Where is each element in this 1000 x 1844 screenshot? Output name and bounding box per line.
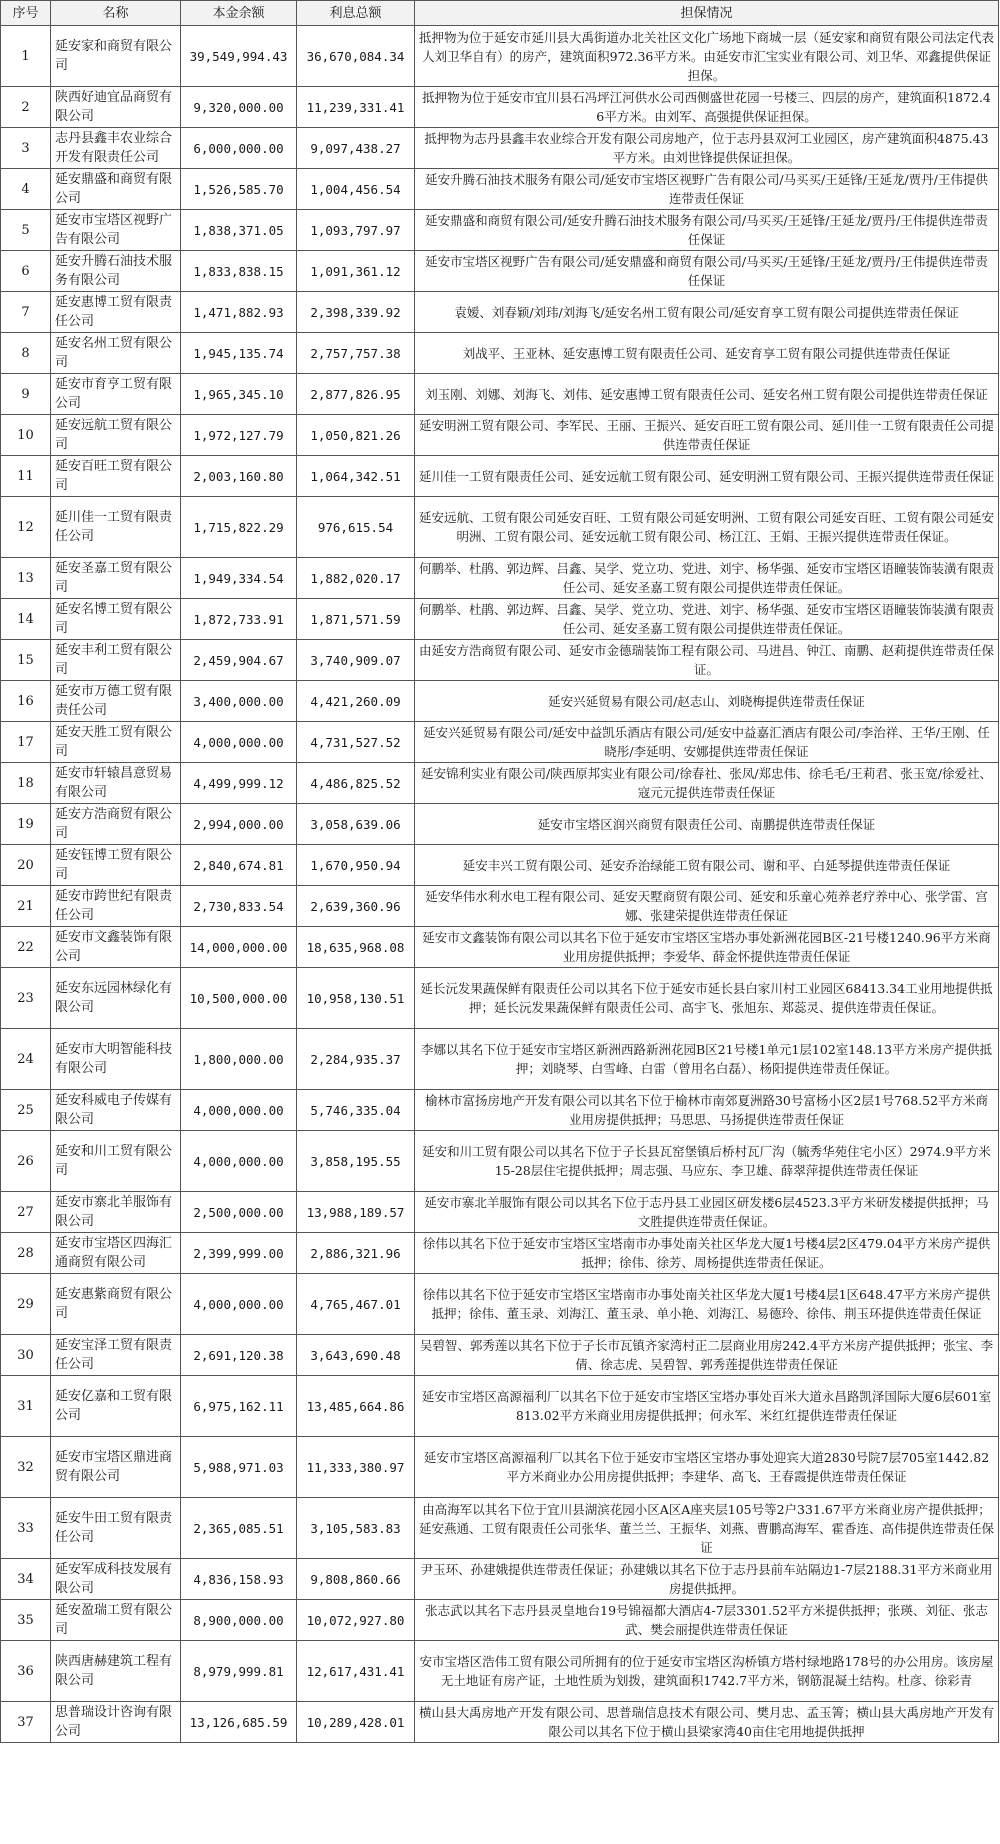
header-name: 名称 <box>51 1 181 26</box>
company-name: 延安市宝塔区四海汇通商贸有限公司 <box>51 1233 181 1274</box>
interest-total: 4,421,260.09 <box>297 681 415 722</box>
table-row <box>1 251 999 292</box>
row-number: 2 <box>1 87 51 128</box>
row-number: 25 <box>1 1090 51 1131</box>
guarantee-details: 延安市宝塔区高源福利厂以其名下位于延安市宝塔区宝塔办事处百米大道永昌路凯泽国际大厦6层601室813.02平方米商业用房提供抵押；何永军、米红红提供连带责任保证 <box>415 1376 999 1437</box>
principal-balance: 1,715,822.29 <box>181 497 297 558</box>
principal-balance: 2,003,160.80 <box>181 456 297 497</box>
company-name: 志丹县鑫丰农业综合开发有限责任公司 <box>51 128 181 169</box>
row-number: 21 <box>1 886 51 927</box>
table-row <box>1 722 999 763</box>
interest-total: 5,746,335.04 <box>297 1090 415 1131</box>
guarantee-details: 徐伟以其名下位于延安市宝塔区宝塔南市办事处南关社区华龙大厦1号楼4层1区648.47平方米房产提供抵押；徐伟、董玉录、刘海江、董玉录、单小艳、刘海江、易德玲、徐伟、荆玉环提供连带责任保证 <box>415 1274 999 1335</box>
table-row <box>1 415 999 456</box>
company-name: 延安市大明智能科技有限公司 <box>51 1029 181 1090</box>
guarantee-details: 延安兴延贸易有限公司/延安中益凯乐酒店有限公司/延安中益嘉汇酒店有限公司/李治祥、王华/王刚、任晓彤/李延明、安娜提供连带责任保证 <box>415 722 999 763</box>
interest-total: 4,486,825.52 <box>297 763 415 804</box>
guarantee-details: 张志武以其名下志丹县灵皇地台19号锦福都大酒店4-7层3301.52平方米提供抵押；张瑛、刘征、张志武、樊会丽提供连带责任保证 <box>415 1600 999 1641</box>
interest-total: 1,004,456.54 <box>297 169 415 210</box>
table-header <box>1 1 999 26</box>
table-row <box>1 210 999 251</box>
principal-balance: 6,975,162.11 <box>181 1376 297 1437</box>
table-row <box>1 1559 999 1600</box>
guarantee-details: 延安升腾石油技术服务有限公司/延安市宝塔区视野广告有限公司/马买买/王延锋/王延龙/贾丹/王伟提供连带责任保证 <box>415 169 999 210</box>
guarantee-details: 延川佳一工贸有限责任公司、延安远航工贸有限公司、延安明洲工贸有限公司、王振兴提供连带责任保证 <box>415 456 999 497</box>
company-name: 延安升腾石油技术服务有限公司 <box>51 251 181 292</box>
guarantee-details: 延安明洲工贸有限公司、李军民、王丽、王振兴、延安百旺工贸有限公司、延川佳一工贸有限责任公司提供连带责任保证 <box>415 415 999 456</box>
guarantee-details: 李娜以其名下位于延安市宝塔区新洲西路新洲花园B区21号楼1单元1层102室148.13平方米房产提供抵押；刘晓琴、白雪峰、白雷（曾用名白磊）、杨阳提供连带责任保证。 <box>415 1029 999 1090</box>
interest-total: 11,333,380.97 <box>297 1437 415 1498</box>
guarantee-details: 何鹏举、杜鹃、郭边辉、吕鑫、吴学、党立功、党进、刘宇、杨华强、延安市宝塔区语瞳装饰装潢有限责任公司、延安圣嘉工贸有限公司提供连带责任保证。 <box>415 558 999 599</box>
company-name: 延安市万德工贸有限责任公司 <box>51 681 181 722</box>
guarantee-details: 刘战平、王亚林、延安惠博工贸有限责任公司、延安育享工贸有限公司提供连带责任保证 <box>415 333 999 374</box>
guarantee-details: 刘玉刚、刘娜、刘海飞、刘伟、延安惠博工贸有限责任公司、延安名州工贸有限公司提供连带责任保证 <box>415 374 999 415</box>
row-number: 32 <box>1 1437 51 1498</box>
row-number: 34 <box>1 1559 51 1600</box>
table-row <box>1 128 999 169</box>
row-number: 19 <box>1 804 51 845</box>
interest-total: 4,731,527.52 <box>297 722 415 763</box>
interest-total: 13,988,189.57 <box>297 1192 415 1233</box>
company-name: 延安市宝塔区鼎进商贸有限公司 <box>51 1437 181 1498</box>
row-number: 30 <box>1 1335 51 1376</box>
principal-balance: 10,500,000.00 <box>181 968 297 1029</box>
interest-total: 1,064,342.51 <box>297 456 415 497</box>
row-number: 15 <box>1 640 51 681</box>
guarantee-details: 延安和川工贸有限公司以其名下位于子长县瓦窑堡镇后桥村瓦厂沟（毓秀华苑住宅小区）2974.9平方米15-28层住宅提供抵押；周志强、马应东、李卫雄、薛翠萍提供连带责任保证 <box>415 1131 999 1192</box>
principal-balance: 4,836,158.93 <box>181 1559 297 1600</box>
principal-balance: 4,000,000.00 <box>181 722 297 763</box>
table-row <box>1 845 999 886</box>
company-name: 延安鼎盛和商贸有限公司 <box>51 169 181 210</box>
company-name: 陕西唐赫建筑工程有限公司 <box>51 1641 181 1702</box>
company-name: 延安宝泽工贸有限责任公司 <box>51 1335 181 1376</box>
company-name: 延安市跨世纪有限责任公司 <box>51 886 181 927</box>
table-row <box>1 1131 999 1192</box>
row-number: 31 <box>1 1376 51 1437</box>
header-no: 序号 <box>1 1 51 26</box>
company-name: 延安名博工贸有限公司 <box>51 599 181 640</box>
company-name: 延安钰博工贸有限公司 <box>51 845 181 886</box>
principal-balance: 5,988,971.03 <box>181 1437 297 1498</box>
interest-total: 3,858,195.55 <box>297 1131 415 1192</box>
guarantee-details: 由延安方浩商贸有限公司、延安市金德瑞装饰工程有限公司、马进昌、钟江、南鹏、赵莉提供连带责任保证。 <box>415 640 999 681</box>
principal-balance: 2,840,674.81 <box>181 845 297 886</box>
table-row <box>1 333 999 374</box>
row-number: 37 <box>1 1702 51 1743</box>
principal-balance: 1,945,135.74 <box>181 333 297 374</box>
guarantee-details: 延安市文鑫装饰有限公司以其名下位于延安市宝塔区宝塔办事处新洲花园B区-21号楼1240.96平方米商业用房提供抵押；李爱华、薛金怀提供连带责任保证 <box>415 927 999 968</box>
company-name: 延安远航工贸有限公司 <box>51 415 181 456</box>
interest-total: 3,105,583.83 <box>297 1498 415 1559</box>
table-row <box>1 1233 999 1274</box>
table-row <box>1 26 999 87</box>
principal-balance: 1,833,838.15 <box>181 251 297 292</box>
table-row <box>1 558 999 599</box>
table-row <box>1 292 999 333</box>
principal-balance: 14,000,000.00 <box>181 927 297 968</box>
table-row <box>1 640 999 681</box>
interest-total: 11,239,331.41 <box>297 87 415 128</box>
interest-total: 12,617,431.41 <box>297 1641 415 1702</box>
interest-total: 9,097,438.27 <box>297 128 415 169</box>
principal-balance: 39,549,994.43 <box>181 26 297 87</box>
interest-total: 1,093,797.97 <box>297 210 415 251</box>
row-number: 12 <box>1 497 51 558</box>
row-number: 1 <box>1 26 51 87</box>
company-name: 延安市文鑫装饰有限公司 <box>51 927 181 968</box>
header-guarantee: 担保情况 <box>415 1 999 26</box>
company-name: 延安圣嘉工贸有限公司 <box>51 558 181 599</box>
table-row <box>1 804 999 845</box>
principal-balance: 1,965,345.10 <box>181 374 297 415</box>
guarantee-details: 尹玉环、孙建娥提供连带责任保证；孙建娥以其名下位于志丹县前车站隔边1-7层2188.31平方米商业用房提供抵押。 <box>415 1559 999 1600</box>
company-name: 延安天胜工贸有限公司 <box>51 722 181 763</box>
row-number: 6 <box>1 251 51 292</box>
interest-total: 3,740,909.07 <box>297 640 415 681</box>
row-number: 24 <box>1 1029 51 1090</box>
guarantee-details: 延安鼎盛和商贸有限公司/延安升腾石油技术服务有限公司/马买买/王延锋/王延龙/贾丹/王伟提供连带责任保证 <box>415 210 999 251</box>
table-row <box>1 763 999 804</box>
guarantee-details: 延安市宝塔区高源福利厂以其名下位于延安市宝塔区宝塔办事处迎宾大道2830号院7层705室1442.82平方米商业办公用房提供抵押；李建华、高飞、王春霞提供连带责任保证 <box>415 1437 999 1498</box>
table-row <box>1 1274 999 1335</box>
principal-balance: 8,979,999.81 <box>181 1641 297 1702</box>
table-row <box>1 497 999 558</box>
row-number: 36 <box>1 1641 51 1702</box>
interest-total: 10,289,428.01 <box>297 1702 415 1743</box>
interest-total: 1,050,821.26 <box>297 415 415 456</box>
table-row <box>1 599 999 640</box>
company-name: 延安东远园林绿化有限公司 <box>51 968 181 1029</box>
table-row <box>1 1641 999 1702</box>
interest-total: 13,485,664.86 <box>297 1376 415 1437</box>
principal-balance: 1,872,733.91 <box>181 599 297 640</box>
table-row <box>1 968 999 1029</box>
guarantee-details: 徐伟以其名下位于延安市宝塔区宝塔南市办事处南关社区华龙大厦1号楼4层2区479.04平方米房产提供抵押；徐伟、徐芳、周杨提供连带责任保证。 <box>415 1233 999 1274</box>
company-name: 陕西好迪宜品商贸有限公司 <box>51 87 181 128</box>
row-number: 3 <box>1 128 51 169</box>
guarantee-details: 何鹏举、杜鹃、郭边辉、吕鑫、吴学、党立功、党进、刘宇、杨华强、延安市宝塔区语瞳装饰装潢有限责任公司、延安圣嘉工贸有限公司提供连带责任保证。 <box>415 599 999 640</box>
principal-balance: 9,320,000.00 <box>181 87 297 128</box>
company-name: 延安市育亨工贸有限公司 <box>51 374 181 415</box>
row-number: 29 <box>1 1274 51 1335</box>
guarantee-details: 抵押物为位于延安市延川县大禹街道办北关社区文化广场地下商城一层（延安家和商贸有限公司法定代表人刘卫华自有）的房产，建筑面积972.36平方米。由延安市汇宝实业有限公司、刘卫华、邓鑫提供保证担保。 <box>415 26 999 87</box>
row-number: 27 <box>1 1192 51 1233</box>
table-row <box>1 87 999 128</box>
guarantee-details: 安市宝塔区浩伟工贸有限公司所拥有的位于延安市宝塔区沟桥镇方塔村绿地路178号的办公用房。该房屋无土地证有房产证，土地性质为划拨，建筑面积1742.7平方米，钢筋混凝土结构。杜彦、徐彩青 <box>415 1641 999 1702</box>
guarantee-details: 抵押物为志丹县鑫丰农业综合开发有限公司房地产，位于志丹县双河工业园区，房产建筑面积4875.43平方米。由刘世锋提供保证担保。 <box>415 128 999 169</box>
table-row <box>1 927 999 968</box>
interest-total: 1,670,950.94 <box>297 845 415 886</box>
principal-balance: 1,471,882.93 <box>181 292 297 333</box>
interest-total: 2,877,826.95 <box>297 374 415 415</box>
row-number: 20 <box>1 845 51 886</box>
row-number: 7 <box>1 292 51 333</box>
company-name: 延安市宝塔区视野广告有限公司 <box>51 210 181 251</box>
row-number: 23 <box>1 968 51 1029</box>
interest-total: 3,058,639.06 <box>297 804 415 845</box>
principal-balance: 1,838,371.05 <box>181 210 297 251</box>
company-name: 延安市寨北羊服饰有限公司 <box>51 1192 181 1233</box>
guarantee-details: 延安市宝塔区润兴商贸有限责任公司、南鹏提供连带责任保证 <box>415 804 999 845</box>
guarantee-details: 延安市宝塔区视野广告有限公司/延安鼎盛和商贸有限公司/马买买/王延锋/王延龙/贾丹/王伟提供连带责任保证 <box>415 251 999 292</box>
principal-balance: 2,994,000.00 <box>181 804 297 845</box>
guarantee-details: 抵押物为位于延安市宜川县石冯坪江河供水公司西侧盛世花园一号楼三、四层的房产，建筑面积1872.46平方米。由刘军、高强提供保证担保。 <box>415 87 999 128</box>
company-name: 延安牛田工贸有限责任公司 <box>51 1498 181 1559</box>
table-row <box>1 1090 999 1131</box>
company-name: 延安市轩辕昌意贸易有限公司 <box>51 763 181 804</box>
company-name: 延安家和商贸有限公司 <box>51 26 181 87</box>
table-row <box>1 1029 999 1090</box>
company-name: 延安和川工贸有限公司 <box>51 1131 181 1192</box>
principal-balance: 4,000,000.00 <box>181 1090 297 1131</box>
interest-total: 9,808,860.66 <box>297 1559 415 1600</box>
header-row <box>1 1 999 26</box>
principal-balance: 1,800,000.00 <box>181 1029 297 1090</box>
company-name: 延安亿嘉和工贸有限公司 <box>51 1376 181 1437</box>
company-name: 延安方浩商贸有限公司 <box>51 804 181 845</box>
interest-total: 1,091,361.12 <box>297 251 415 292</box>
table-row <box>1 1192 999 1233</box>
table-row <box>1 1702 999 1743</box>
table-row <box>1 681 999 722</box>
interest-total: 2,398,339.92 <box>297 292 415 333</box>
interest-total: 3,643,690.48 <box>297 1335 415 1376</box>
guarantee-details: 吴碧智、郭秀莲以其名下位于子长市瓦镇齐家湾村正二层商业用房242.4平方米房产提供抵押；张宝、李倩、徐志虎、吴碧智、郭秀莲提供连带责任保证 <box>415 1335 999 1376</box>
guarantee-details: 由高海军以其名下位于宜川县湖滨花园小区A区A座夹层105号等2户331.67平方米商业房产提供抵押；延安燕通、工贸有限责任公司张华、董兰兰、王振华、刘燕、曹鹏高海军、霍香连、高伟提供连带责任保证 <box>415 1498 999 1559</box>
row-number: 9 <box>1 374 51 415</box>
company-name: 延安名州工贸有限公司 <box>51 333 181 374</box>
interest-total: 976,615.54 <box>297 497 415 558</box>
interest-total: 2,757,757.38 <box>297 333 415 374</box>
principal-balance: 1,949,334.54 <box>181 558 297 599</box>
interest-total: 36,670,084.34 <box>297 26 415 87</box>
company-name: 延安盈瑞工贸有限公司 <box>51 1600 181 1641</box>
principal-balance: 3,400,000.00 <box>181 681 297 722</box>
company-name: 延安科威电子传媒有限公司 <box>51 1090 181 1131</box>
company-name: 延安百旺工贸有限公司 <box>51 456 181 497</box>
row-number: 28 <box>1 1233 51 1274</box>
row-number: 8 <box>1 333 51 374</box>
row-number: 35 <box>1 1600 51 1641</box>
company-name: 延安军成科技发展有限公司 <box>51 1559 181 1600</box>
row-number: 16 <box>1 681 51 722</box>
company-name: 延安惠博工贸有限责任公司 <box>51 292 181 333</box>
row-number: 22 <box>1 927 51 968</box>
guarantee-details: 延安市寨北羊服饰有限公司以其名下位于志丹县工业园区研发楼6层4523.3平方米研发楼提供抵押；马文胜提供连带责任保证。 <box>415 1192 999 1233</box>
row-number: 14 <box>1 599 51 640</box>
company-name: 延川佳一工贸有限责任公司 <box>51 497 181 558</box>
principal-balance: 2,500,000.00 <box>181 1192 297 1233</box>
row-number: 10 <box>1 415 51 456</box>
row-number: 13 <box>1 558 51 599</box>
principal-balance: 2,365,085.51 <box>181 1498 297 1559</box>
interest-total: 10,958,130.51 <box>297 968 415 1029</box>
interest-total: 4,765,467.01 <box>297 1274 415 1335</box>
table-row <box>1 886 999 927</box>
principal-balance: 4,499,999.12 <box>181 763 297 804</box>
principal-balance: 6,000,000.00 <box>181 128 297 169</box>
row-number: 33 <box>1 1498 51 1559</box>
row-number: 18 <box>1 763 51 804</box>
row-number: 5 <box>1 210 51 251</box>
table-row <box>1 1498 999 1559</box>
guarantee-details: 延安锦利实业有限公司/陕西原邦实业有限公司/徐春社、张凤/郑忠伟、徐毛毛/王莉君、张玉宽/徐爱社、寇元元提供连带责任保证 <box>415 763 999 804</box>
row-number: 26 <box>1 1131 51 1192</box>
table-row <box>1 1335 999 1376</box>
interest-total: 1,871,571.59 <box>297 599 415 640</box>
interest-total: 2,284,935.37 <box>297 1029 415 1090</box>
principal-balance: 8,900,000.00 <box>181 1600 297 1641</box>
row-number: 11 <box>1 456 51 497</box>
company-name: 延安惠紫商贸有限公司 <box>51 1274 181 1335</box>
principal-balance: 2,459,904.67 <box>181 640 297 681</box>
table-row <box>1 1600 999 1641</box>
company-name: 思普瑞设计咨询有限公司 <box>51 1702 181 1743</box>
guarantee-details: 横山县大禹房地产开发有限公司、思普瑞信息技术有限公司、樊月忠、孟玉箐；横山县大禹房地产开发有限公司以其名下位于横山县梁家湾40亩住宅用地提供抵押 <box>415 1702 999 1743</box>
interest-total: 18,635,968.08 <box>297 927 415 968</box>
principal-balance: 2,691,120.38 <box>181 1335 297 1376</box>
table-row <box>1 1437 999 1498</box>
principal-balance: 4,000,000.00 <box>181 1131 297 1192</box>
row-number: 4 <box>1 169 51 210</box>
guarantee-details: 延安兴延贸易有限公司/赵志山、刘晓梅提供连带责任保证 <box>415 681 999 722</box>
principal-balance: 2,730,833.54 <box>181 886 297 927</box>
interest-total: 2,639,360.96 <box>297 886 415 927</box>
guarantee-details: 延安丰兴工贸有限公司、延安乔治绿能工贸有限公司、谢和平、白延琴提供连带责任保证 <box>415 845 999 886</box>
principal-balance: 1,526,585.70 <box>181 169 297 210</box>
guarantee-details: 延长沅发果蔬保鲜有限责任公司以其名下位于延安市延长县白家川村工业园区68413.34工业用地提供抵押；延长沅发果蔬保鲜有限责任公司、高宇飞、张旭东、郑蕊灵、提供连带责任保证。 <box>415 968 999 1029</box>
company-name: 延安丰利工贸有限公司 <box>51 640 181 681</box>
header-principal: 本金余额 <box>181 1 297 26</box>
table-row <box>1 374 999 415</box>
guarantee-details: 延安华伟水利水电工程有限公司、延安天墅商贸有限公司、延安和乐童心苑养老疗养中心、张学雷、宫娜、张建荣提供连带责任保证 <box>415 886 999 927</box>
guarantee-details: 延安远航、工贸有限公司延安百旺、工贸有限公司延安明洲、工贸有限公司延安百旺、工贸有限公司延安明洲、工贸有限公司、延安远航工贸有限公司、杨江江、王娟、王振兴提供连带责任保证。 <box>415 497 999 558</box>
principal-balance: 13,126,685.59 <box>181 1702 297 1743</box>
guarantee-details: 榆林市富扬房地产开发有限公司以其名下位于榆林市南郊夏洲路30号富杨小区2层1号768.52平方米商业用房提供抵押；马思思、马扬提供连带责任保证 <box>415 1090 999 1131</box>
guarantee-details: 袁嫒、刘春颖/刘玮/刘海飞/延安名州工贸有限公司/延安育享工贸有限公司提供连带责任保证 <box>415 292 999 333</box>
interest-total: 2,886,321.96 <box>297 1233 415 1274</box>
principal-balance: 4,000,000.00 <box>181 1274 297 1335</box>
table-row <box>1 456 999 497</box>
principal-balance: 2,399,999.00 <box>181 1233 297 1274</box>
header-interest: 利息总额 <box>297 1 415 26</box>
table-body <box>1 26 999 1743</box>
table-row <box>1 169 999 210</box>
interest-total: 1,882,020.17 <box>297 558 415 599</box>
interest-total: 10,072,927.80 <box>297 1600 415 1641</box>
principal-balance: 1,972,127.79 <box>181 415 297 456</box>
table-row <box>1 1376 999 1437</box>
row-number: 17 <box>1 722 51 763</box>
